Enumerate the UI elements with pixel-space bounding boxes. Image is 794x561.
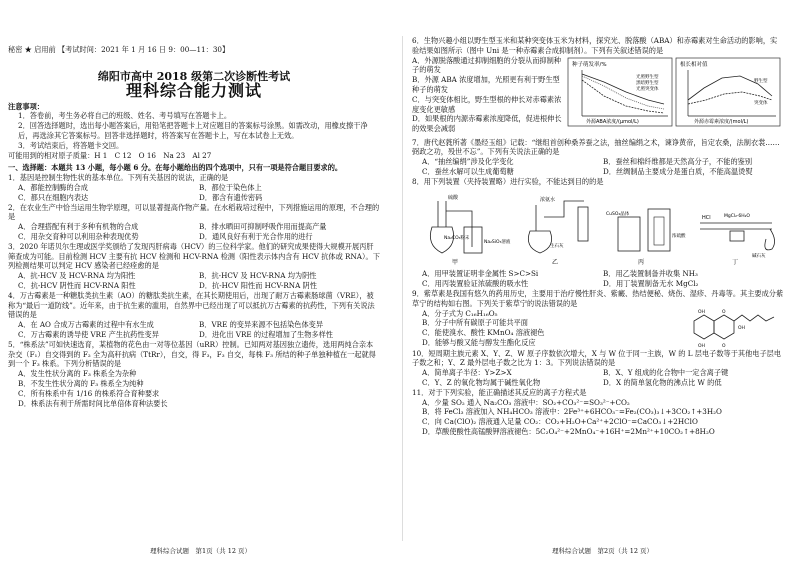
question-stem: 1．基因是控制生物性状的基本单位。下列有关基因的说法，正确的是 xyxy=(8,173,229,183)
option: A．抗-HCV 及 HCV-RNA 均为阳性 xyxy=(18,271,136,281)
question-11 xyxy=(412,388,784,437)
footer-right: 理科综合试题 第2页（共 12 页） xyxy=(552,547,654,555)
note-2: 2．回答选择题时，选出每小题答案后，用铅笔把答题卡上对应题目的答案标号涂黑。如需改动，用橡皮擦干净后，再选涂其它答案标号。回答非选择题时，将答案写在答题卡上，写在本试卷上无效。 xyxy=(18,121,368,140)
question-stem: 8．用下列装置（夹持装置略）进行实验，不能达到目的的是 xyxy=(412,176,604,186)
question-9 xyxy=(412,289,784,349)
option: C．向 Ca(ClO)₂ 溶液通入足量 CO₂：CO₂+H₂O+Ca²⁺+2ClO⁻=CaCO₃↓+2HClO xyxy=(422,417,698,427)
question-stem: 2．在农业生产中恰当运用生物学原理，可以显著提高作物产量。在水稻栽培过程中，下列措施运用的原理，不合理的是 xyxy=(8,202,380,222)
legend-label: 突变体 xyxy=(754,100,768,106)
option: B．抗-HCV 及 HCV-RNA 均为阴性 xyxy=(199,271,317,281)
section-heading: 一、选择题：本题共 13 小题，每小题 6 分。在每小题给出的四个选项中，只有一项是符合题目要求的。 xyxy=(8,163,343,173)
option: C．用杂交育种可以利用杂种表现优势 xyxy=(18,231,139,241)
label-jia: 甲 xyxy=(452,258,459,266)
question-8 xyxy=(412,177,784,289)
option: B．排水晒田可抑制呼吸作用而提高产量 xyxy=(199,222,327,232)
legend-label: 野生型 xyxy=(754,78,768,84)
option: A．外源脱落酸通过抑制细胞的分裂从而抑制种子的萌发 xyxy=(412,55,561,75)
label-quicklime: 生石灰 xyxy=(550,243,564,249)
question-stem: 9．紫草素是我国有悠久的药用历史，主要用于治疗慢性肝炎、紫癜、热结便秘、烧伤、湿疹、丹毒等。其主要成分紫草宁的结构如右图。下列关于紫草宁的说法错误的是 xyxy=(412,288,784,308)
question-10 xyxy=(412,349,784,388)
option: A．分子式为 C₁₆H₁₆O₅ xyxy=(422,308,498,318)
right-column xyxy=(412,36,784,437)
question-stem: 11．对于下列实验，能正确描述其反应的离子方程式是 xyxy=(412,387,587,397)
option: B．蚕丝和棉纤维都是天然高分子，不能的鉴别 xyxy=(603,157,753,167)
label-soda-lime: 碱石灰 xyxy=(752,253,766,259)
question-4 xyxy=(8,291,380,340)
option: A．合理搭配有利于多种有机物的合成 xyxy=(18,222,139,232)
option: A．用甲装置证明非金属性 S>C>Si xyxy=(422,269,539,279)
option: B．VRE 的变异来源不包括染色体变异 xyxy=(199,320,324,330)
option: B．用乙装置制备并收集 NH₃ xyxy=(603,269,698,279)
option: C．抗-HCV 阴性而 HCV-RNA 阳性 xyxy=(18,280,136,290)
option: A．发生性状分离的 F₃ 株系全为杂种 xyxy=(18,369,137,379)
question-stem: 4．万古霉素是一种糖肽类抗生素（AO）的糖肽类抗生素，在其长期使用后，出现了耐万古霉素肠球菌（VRE），被称为“最后一道防线”。近年来，由于抗生素的滥用，自然界中已经出现了可以抵抗万古霉素的抗药性，下列有关说法错误的是 xyxy=(8,290,375,320)
option: C．用丙装置验证浓硫酸的吸水性 xyxy=(422,279,529,289)
question-2 xyxy=(8,203,380,242)
label-mgcl2: MgCl₂·6H₂O xyxy=(724,213,750,219)
option: B．外源 ABA 浓度增加，光照更有利于野生型种子的萌发 xyxy=(412,75,560,94)
question-stem: 3．2020 年诺贝尔生理或医学奖颁给了发现丙肝病毒（HCV）的三位科学家。他们的研究成果使得大规模开展丙肝筛查成为可能。目前检测 HCV 主要有抗 HCV 检测和 HCV-RNA 检测（阳性表示体内含有 HCV 抗体或 RNA）。下列检测结果可以判定 HCV 感染者已经痊愈的是 xyxy=(8,241,380,271)
label-bing: 丙 xyxy=(638,258,645,266)
footer-left: 理科综合试题 第1页（共 12 页） xyxy=(150,547,252,555)
question-6 xyxy=(412,36,784,138)
option: C．与突变体相比，野生型根的伸长对赤霉素浓度变化更敏感 xyxy=(412,94,562,114)
label-conc-ammonia: 浓氨水 xyxy=(540,196,556,203)
option: A．在 AO 合成万古霉素的过程中有水生成 xyxy=(18,320,154,330)
svg-text:O: O xyxy=(722,309,726,315)
atomic-masses: 可能用到的相对原子质量：H 1 C 12 O 16 Na 23 Al 27 xyxy=(8,150,212,160)
legend-label: 光照野生型 xyxy=(636,74,659,80)
option: B．分子中所有碳原子可能共平面 xyxy=(422,318,528,328)
apparatus-yi xyxy=(528,196,588,266)
question-stem: 6．生物兴趣小组以野生型玉米和某种突变体玉米为材料，探究光、脱落酸（ABA）和赤霉素对生命活动的影响，实验结果如图所示（图中 Uni 是一种赤霉素合成抑制剂）。下列有关叙述错误的是 xyxy=(412,36,778,55)
legend-label: 黑暗野生型 xyxy=(636,80,659,86)
svg-text:OH: OH xyxy=(738,325,745,331)
label-ding: 丁 xyxy=(732,258,739,266)
question-stem: 5．“株系法”可如快速选育，某植物的花色由一对等位基因（uRR）控制。已知两对基因独立遗传，选用两纯合亲本杂交（F₁）自交得到的 F₂ 全为高秆抗病（TtRr），自交，得 F₃，F₃ 自交，每株 F₃ 所结的种子单独种植在一起就得到一个 F₃ 株系。下列分析错误的是 xyxy=(8,339,376,369)
option: D．丝绸制品主要成分是蛋白质，不能高温烫熨 xyxy=(603,166,753,176)
school-title: 绵阳市高中 2018 级第二次诊断性考试 xyxy=(97,70,291,83)
option: C．Y、Z 的氧化物均属于碱性氧化物 xyxy=(422,377,541,387)
option: D．能够与酸又能与醇发生酯化反应 xyxy=(422,337,536,347)
question-7 xyxy=(412,138,784,177)
label-na2sio3: Na₂SiO₃溶液 xyxy=(484,239,511,245)
fig1-ylabel: 种子萌发率/% xyxy=(572,61,607,68)
label-na2co3: Na₂CO₃粉末 xyxy=(444,235,470,241)
option: D．株系法有利于所需时间比单倍体育种法要长 xyxy=(18,398,168,408)
shikonin-structure xyxy=(684,309,780,349)
fig1-xlabel: 外源ABA浓度/(μmol/L) xyxy=(586,118,639,125)
option: C．蚕丝水解可以生成葡萄糖 xyxy=(422,166,514,176)
exam-time-note: 秘密 ★ 启用前 【考试时间：2021 年 1 月 16 日 9：00—11：30】 xyxy=(8,45,230,54)
question-stem: 10．短周期主族元素 X、Y、Z、W 原子序数依次增大，X 与 W 位于同一主族，W 的 L 层电子数等于其他电子层电子数之和；Y、Z 最外层电子数之比为 1：3。下列说法错误的是 xyxy=(412,348,782,368)
left-column xyxy=(8,36,380,408)
svg-text:OH: OH xyxy=(698,309,705,315)
question-5 xyxy=(8,340,380,409)
label-hcl: HCl xyxy=(702,214,711,221)
notes-title: 注意事项： xyxy=(8,101,44,111)
option: D．草酸使酸性高锰酸钾溶液褪色：5C₂O₄²⁻+2MnO₄⁻+16H⁺=2Mn²⁺+10CO₂↑+8H₂O xyxy=(422,426,715,436)
legend-label: 光照突变体 xyxy=(636,86,659,92)
option: D．X 的简单氢化物的沸点比 W 的低 xyxy=(603,377,722,387)
option: A．“抽丝编绢”涉及化学变化 xyxy=(422,157,514,167)
svg-text:OH: OH xyxy=(698,343,705,349)
option: C．万古霉素的诱导使 VRE 产生抗药性变异 xyxy=(18,329,159,339)
note-3: 3．考试结束后，将答题卡交回。 xyxy=(18,140,124,150)
option: A．少量 SO₂ 通入 Na₂CO₃ 溶液中：SO₂+CO₃²⁻=SO₃²⁻+CO₂ xyxy=(422,397,630,407)
label-conc-h2so4: 浓硫酸 xyxy=(672,233,686,239)
question-1 xyxy=(8,173,380,202)
q8-apparatus-figure xyxy=(412,187,784,267)
option: C．所有株系中有 1/16 的株系符合育种要求 xyxy=(18,388,160,398)
option: D．进化出 VRE 的过程增加了生物多样性 xyxy=(199,329,333,339)
label-cuso4: CuSO₄晶体 xyxy=(606,211,630,217)
option: D．如果根的内源赤霉素浓度降低，促进根伸长的效果会减弱 xyxy=(412,114,562,134)
option: D．通风良好有利于光合作用的进行 xyxy=(199,231,313,241)
option: A．都能控制酶的合成 xyxy=(18,182,88,192)
option: B．X、Y 组成的化合物中一定含离子键 xyxy=(603,368,729,378)
option: A．简单离子半径：Y>Z>X xyxy=(422,368,512,378)
option: B．不发生性状分离的 F₃ 株系全为纯种 xyxy=(18,378,144,388)
option: C．能使溴水、酸性 KMnO₄ 溶液褪色 xyxy=(422,328,545,338)
apparatus-bing xyxy=(606,209,686,266)
svg-text:O: O xyxy=(722,343,726,349)
label-yi: 乙 xyxy=(552,258,559,266)
option: B．都位于染色体上 xyxy=(199,182,262,192)
option: D．用丁装置制备无水 MgCl₂ xyxy=(603,279,699,289)
note-1: 1．答卷前，考生务必将自己的班级、姓名、考号填写在答题卡上。 xyxy=(18,111,232,121)
q6-figure xyxy=(564,56,784,138)
question-stem: 7．唐代赵蕤所著《墨经玉组》记载：“继组首创种桑养蚕之法，抽丝编绢之术，谏诤黄帝，旨定农桑，法制衣裳……弼政之功，殁世不忘”。下列有关说法正确的是 xyxy=(412,137,780,157)
fig2-xlabel: 外源赤霉素浓度/(mol/L) xyxy=(694,118,749,125)
column-divider xyxy=(402,36,403,541)
label-sulfuric: 硫酸 xyxy=(448,194,459,201)
option: D．都含有遗传密码 xyxy=(199,192,263,202)
apparatus-jia xyxy=(430,194,511,266)
fig2-ylabel: 根长相对值 xyxy=(680,61,708,68)
option: C．都只在细胞内表达 xyxy=(18,192,89,202)
apparatus-ding xyxy=(700,213,775,266)
subject-title: 理科综合能力测试 xyxy=(125,80,262,100)
option: B．将 FeCl₃ 溶液加入 NH₄HCO₃ 溶液中：2Fe³⁺+6HCO₃⁻=Fe₂(CO₃)₃↓+3CO₂↑+3H₂O xyxy=(422,407,722,417)
option: D．抗-HCV 阳性而 HCV-RNA 阴性 xyxy=(199,280,317,290)
question-3 xyxy=(8,242,380,291)
